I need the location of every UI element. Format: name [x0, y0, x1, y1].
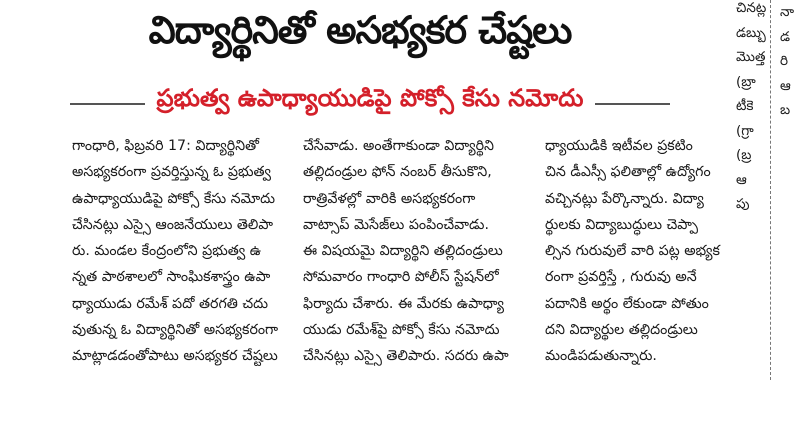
column-line: రాత్రివేళల్లో వారికి అసభ్యకరంగా: [303, 190, 476, 207]
column-line: సోమవారం గాంధారి పోలీస్ స్టేషన్‌లో: [303, 269, 499, 286]
subheadline-row: [70, 80, 670, 120]
column-line: మండిపడుతున్నారు.: [545, 348, 657, 365]
column-line: వుతున్న ఓ విద్యార్థినితో అసభ్యకరంగా: [72, 322, 279, 339]
subheadline-rule-right: [595, 103, 670, 105]
column-line: పదానికి అర్థం లేకుండా పోతుం: [545, 295, 709, 312]
fragment-line: పు: [736, 196, 750, 212]
column-line: చేసినట్లు ఎస్సై తెలిపారు. సదరు ఉపా: [303, 348, 509, 365]
fragment-line: (బ్ర: [736, 147, 752, 163]
fragment-column-b: [780, 0, 794, 123]
column-line: రంగా ప్రవర్తిస్తే , గురువు అనే: [545, 269, 697, 286]
adjacent-article-fragment: [736, 0, 800, 441]
subheadline-rule-left: [70, 103, 145, 105]
column-line: ర్థులకు విద్యాబుద్ధులు చెప్పా: [545, 216, 698, 233]
headline: విద్యార్థినితో అసభ్యకర చేష్టలు: [148, 8, 572, 52]
column-line: ఉపాధ్యాయుడిపై పోక్సో కేసు నమోదు: [72, 190, 276, 207]
article-column-3: [545, 133, 750, 370]
fragment-line: (గ్రా: [736, 122, 754, 139]
fragment-column-a: [736, 0, 766, 217]
column-line: చేసేవాడు. అంతేగాకుండా విద్యార్థిని: [303, 138, 494, 154]
fragment-line: ఆ: [780, 77, 791, 94]
column-line: మాట్లాడడంతోపాటు అసభ్యకర చేష్టలు: [72, 348, 278, 365]
column-line: తల్లిదండ్రుల ఫోన్ నంబర్ తీసుకొని,: [303, 164, 492, 181]
article-column-1: [72, 133, 279, 370]
fragment-line: రి: [780, 53, 789, 69]
fragment-line: డబ్బు: [736, 24, 766, 41]
fragment-line: మొత్త: [736, 49, 766, 65]
column-line: యుడు రమేశ్‌పై పోక్సో కేసు నమోదు: [303, 322, 500, 339]
article-column-2: [303, 133, 523, 370]
fragment-line: చినట్ల: [736, 0, 767, 16]
column-line: రు. మండల కేంద్రంలోని ప్రభుత్వ ఉ: [72, 243, 262, 260]
column-line: న్నత పాఠశాలలో సాంఘికశాస్త్రం ఉపా: [72, 269, 271, 286]
column-divider: [770, 0, 772, 380]
fragment-line: (బ్రా: [736, 73, 756, 90]
fragment-line: డ: [780, 28, 790, 45]
fragment-line: నా: [780, 4, 795, 20]
column-line: ల్సిన గురువులే వారి పట్ల అభ్యక: [545, 243, 720, 260]
fragment-line: ఆ: [736, 171, 747, 188]
fragment-line: బ: [780, 102, 791, 118]
column-line: గాంధారి, ఫిబ్రవరి 17: విద్యార్థినితో: [72, 138, 259, 154]
column-line: ఫిర్యాదు చేశారు. ఈ మేరకు ఉపాధ్యా: [303, 295, 505, 312]
column-line: వచ్చినట్లు పేర్కొన్నారు. విద్యా: [545, 190, 704, 207]
fragment-line: టీకె: [736, 98, 754, 114]
column-line: ధ్యాయుడికి ఇటీవల ప్రకటిం: [545, 138, 693, 154]
column-line: ఈ విషయమై విద్యార్థిని తల్లిదండ్రులు: [303, 243, 503, 260]
column-line: దని విద్యార్థుల తల్లిదండ్రులు: [545, 322, 698, 339]
column-line: చిన డీఎస్సీ ఫలితాల్లో ఉద్యోగం: [545, 164, 711, 181]
column-line: వాట్సాప్ మెసేజ్‌లు పంపించేవాడు.: [303, 216, 489, 233]
subheadline: ప్రభుత్వ ఉపాధ్యాయుడిపై పోక్సో కేసు నమోదు: [156, 84, 584, 112]
column-line: చేసినట్లు ఎస్సై ఆంజనేయులు తెలిపా: [72, 216, 273, 233]
column-line: ధ్యాయుడు రమేశ్ పదో తరగతి చదు: [72, 295, 269, 312]
column-line: అసభ్యకరంగా ప్రవర్తిస్తున్న ఓ ప్రభుత్వ: [72, 164, 272, 181]
